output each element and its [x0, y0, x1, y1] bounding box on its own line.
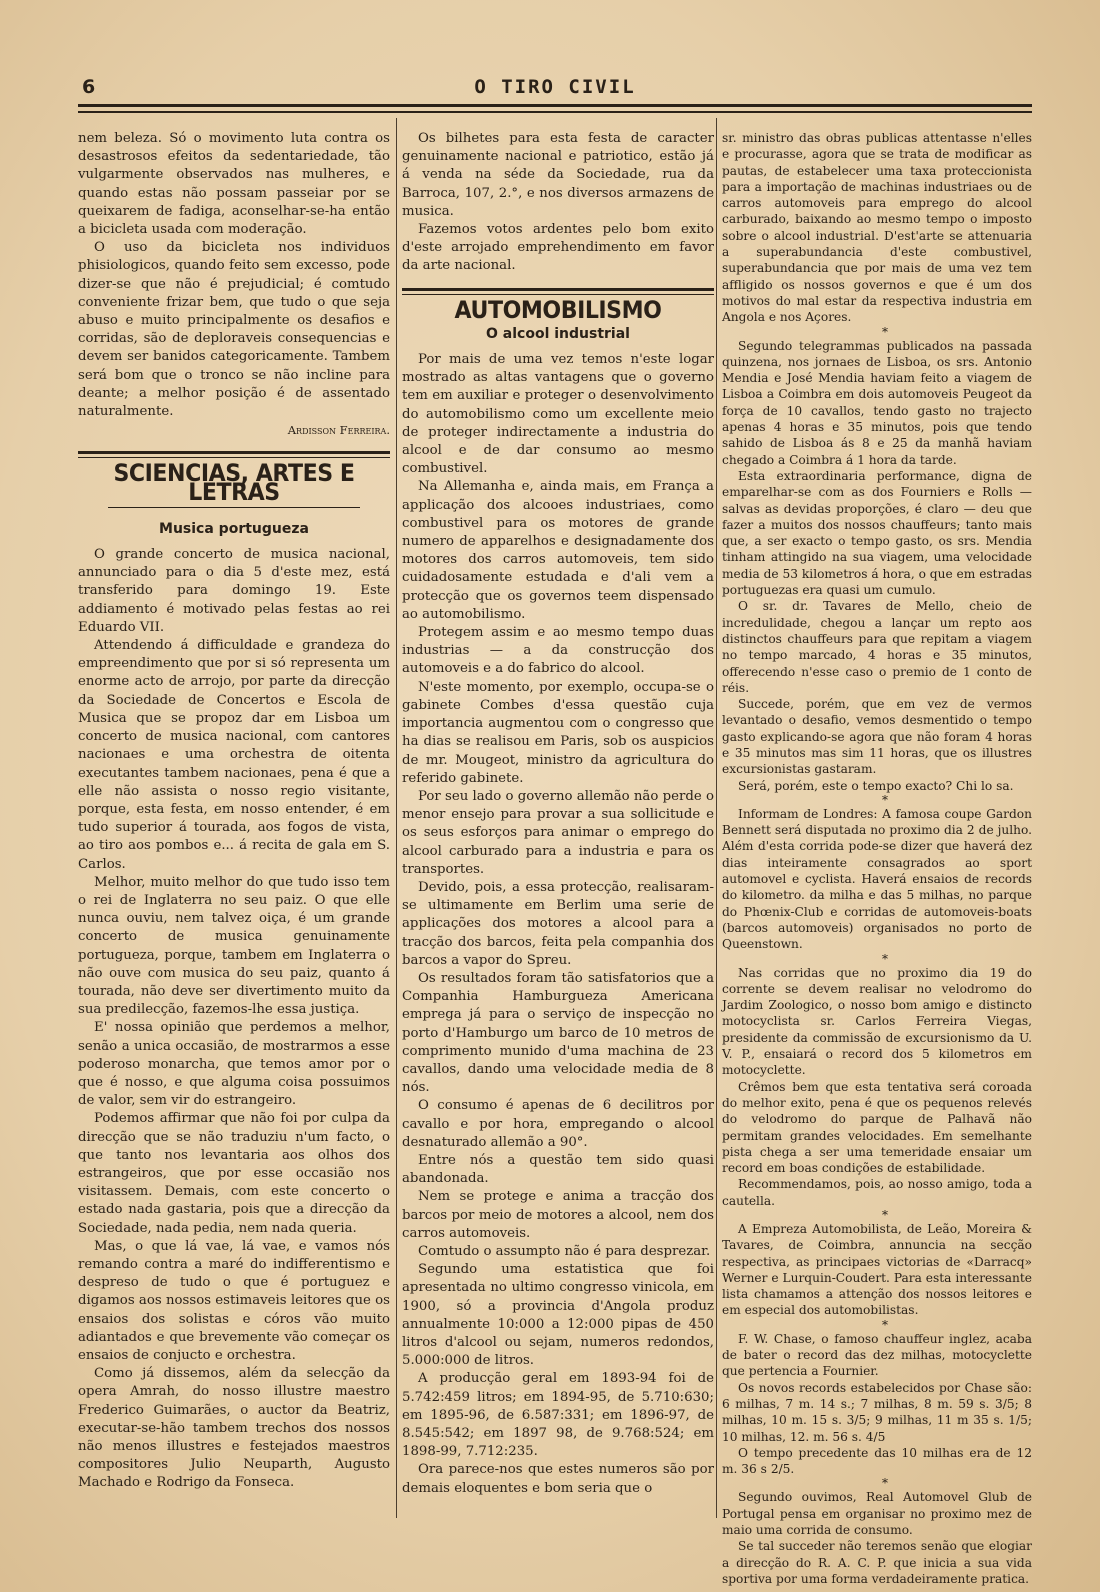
page-number: 6 [82, 76, 96, 98]
section-title: SCIENCIAS, ARTES E LETRAS [113, 459, 355, 506]
paragraph: Como já dissemos, além da selecção da opera Amrah, do nosso illustre maestro Frederico Guimarães, o auctor da Beatriz, executar-se-hão tambem trechos dos nossos não menos illustres e festejados maestros compositores Julio Neuparth, Augusto Machado e Rodrigo da Fonseca. [78, 1366, 390, 1491]
paragraph: Por seu lado o governo allemão não perde o menor ensejo para provar a sua sollicitude e os seus esforços para animar o emprego do alcool carburado para a industria e para os transportes. [402, 788, 714, 877]
article-title: O alcool industrial [486, 325, 630, 342]
paragraph: Segundo ouvimos, Real Automovel Glub de Portugal pensa em organisar no proximo mez de maio uma corrida de consumo. [722, 1490, 1032, 1538]
paragraph: Devido, pois, a essa protecção, realisaram-se ultimamente em Berlim uma serie de applicações dos motores a alcool para a tracção dos barcos, feita pela companhia dos barcos a vapor do Spreu. [402, 879, 714, 968]
paragraph: Por mais de uma vez temos n'este logar mostrado as altas vantagens que o governo tem em auxiliar e proteger o desenvolvimento do automobilismo como um excellente meio de proteger indirectamente a industria do alcool e de dar consumo ao mesmo combustivel. [402, 352, 714, 477]
paragraph: O consumo é apenas de 6 decilitros por cavallo e por hora, empregando o alcool desnaturado allemão a 90°. [402, 1098, 714, 1150]
column-3 [722, 130, 1032, 1587]
section-rule [402, 288, 714, 295]
paragraph: A producção geral em 1893-94 foi de 5.742:459 litros; em 1894-95, de 5.710:630; em 1895-96, de 6.587:331; em 1896-97, de 8.545:542; em 1897 98, de 9.768:524; em 1898-99, 7.712:235. [402, 1371, 714, 1460]
section-title: AUTOMOBILISMO [454, 295, 662, 324]
title-rule [108, 507, 360, 508]
paragraph: Nas corridas que no proximo dia 19 do corrente se devem realisar no velodromo do Jardim Zoologico, o nosso bom amigo e distincto motocyclista sr. Carlos Ferreira Viegas, presidente da commissão de excursionismo da U. V. P., ensaiará o record dos 5 kilometros em motocyclette. [722, 965, 1032, 1078]
separator-asterisk: * [882, 1317, 888, 1332]
paragraph: nem beleza. Só o movimento luta contra os desastrosos efeitos da sedentariedade, tão vulgarmente observados nas mulheres, e quando estas não possam passeiar por se queixarem de fadiga, aconselhar-se-ha então a bicicleta usada com moderação. [78, 131, 390, 238]
paragraph: E' nossa opinião que perdemos a melhor, senão a unica occasião, de mostrarmos a esse poderoso monarcha, que temos amor por o que é nosso, e que alguma coisa possuimos de valor, sem vir do estrangeiro. [78, 1020, 390, 1109]
paragraph: Informam de Londres: A famosa coupe Gardon Bennett será disputada no proximo dia 2 de julho. Além d'esta corrida pode-se dizer que haverá dez dias inteiramente consagrados ao sport automovel e cyclista. Haverá ensaios de records do kilometro. da milha e das 5 milhas, no parque do Phœnix-Club e corridas de automoveis-boats (barcos automoveis) organisados no porto de Queenstown. [722, 806, 1032, 952]
paragraph: Será, porém, este o tempo exacto? Chi lo sa. [738, 778, 1014, 793]
section-rule [78, 451, 390, 458]
paragraph: O uso da bicicleta nos individuos phisiologicos, quando feito sem excesso, pode dizer-se que não é prejudicial; é comtudo conveniente frizar bem, que tudo o que seja abuso e muito principalmente os desafios e corridas, são de deploraveis consequencias e devem ser banidos categoricamente. Tambem será bom que o tronco se não incline para deante; a melhor posição é de assentado naturalmente. [78, 240, 390, 420]
paragraph: Melhor, muito melhor do que tudo isso tem o rei de Inglaterra no seu paiz. O que elle nunca ouviu, nem talvez oiça, é um grande concerto de musica genuinamente portugueza, porque, tambem em Inglaterra o não ouve com musica do seu paiz, quanto á tourada, não deve ser divertimento muito da sua predilecção, fazemos-lhe essa justiça. [78, 874, 390, 1018]
paragraph: Os bilhetes para esta festa de caracter genuinamente nacional e patriotico, estão já á venda na séde da Sociedade, rua da Barroca, 107, 2.°, e nos diversos armazens de musica. [402, 131, 714, 219]
paragraph: Recommendamos, pois, ao nosso amigo, toda a cautella. [722, 1177, 1032, 1208]
paragraph: Succede, porém, que em vez de vermos levantado o desafio, vemos desmentido o tempo gasto explicando-se agora que não foram 4 horas e 35 minutos mas sim 11 horas, que os illustres excursionistas gastaram. [722, 697, 1032, 777]
paragraph: Esta extraordinaria performance, digna de emparelhar-se com as dos Fourniers e Rolls — salvas as devidas proporções, é claro — deu que fazer a muitos dos nossos chauffeurs; tanto mais que, a ser exacto o tempo gasto, os srs. Mendia tinham attingido na sua viagem, uma velocidade media de 53 kilometros á hora, o que em estradas portuguezas era quasi um cumulo. [722, 468, 1032, 598]
paragraph: sr. ministro das obras publicas attentasse n'elles e procurasse, agora que se trata de modificar as pautas, de estabelecer uma taxa proteccionista para a importação de machinas industriaes ou de carros automoveis para emprego do alcool carburado, baixando ao mesmo tempo o imposto sobre o alcool industrial. D'est'arte se attenuaria a superabundancia d'este combustivel, superabundancia que por mais de uma vez tem affligido os nossos governos e que é um dos motivos do mal estar da respectiva industria em Angola e nos Açores. [722, 131, 1032, 325]
separator-asterisk: * [882, 792, 888, 807]
separator-asterisk: * [882, 324, 888, 339]
paragraph: Ora parece-nos que estes numeros são por demais eloquentes e bom seria que o [402, 1462, 714, 1496]
journal-title: O TIRO CIVIL [474, 76, 636, 98]
paragraph: Se tal succeder não teremos senão que elogiar a direcção do R. A. C. P. que inicia a sua vida sportiva por uma forma verdadeiramente pratica. [722, 1539, 1032, 1586]
column-1 [78, 130, 390, 1493]
paragraph: Comtudo o assumpto não é para desprezar. [418, 1243, 711, 1259]
paragraph: Os resultados foram tão satisfatorios que a Companhia Hamburgueza Americana emprega já para o serviço de inspecção no porto d'Hamburgo um barco de 10 metros de comprimento munido d'uma machina de 23 cavallos, dando uma velocidade media de 8 nós. [402, 970, 714, 1096]
paragraph: Na Allemanha e, ainda mais, em França a applicação dos alcooes industriaes, como combustivel para os motores de grande numero de apparelhos e designadamente dos motores dos carros automoveis, tem sido cuidadosamente estudada e d'ali vem a protecção que os governos teem dispensado ao automobilismo. [402, 479, 714, 622]
paragraph: N'este momento, por exemplo, occupa-se o gabinete Combes d'essa questão cuja importancia augmentou com o congresso que ha dias se realisou em Paris, sob os auspicios de mr. Mougeot, ministro da agricultura do referido gabinete. [402, 679, 714, 786]
separator-asterisk: * [882, 1208, 888, 1222]
paragraph: O sr. dr. Tavares de Mello, cheio de incredulidade, chegou a lançar um repto aos distinctos chauffeurs para que repitam a viagem no tempo marcado, 4 horas e 35 minutos, offerecendo n'esse caso o premio de 1 conto de réis. [722, 599, 1032, 695]
paragraph: Nem se protege e anima a tracção dos barcos por meio de motores a alcool, nem dos carros automoveis. [402, 1189, 714, 1241]
paragraph: Fazemos votos ardentes pelo bom exito d'este arrojado emprehendimento em favor da arte nacional. [402, 222, 714, 274]
article-title: Musica portugueza [159, 520, 309, 537]
paragraph: F. W. Chase, o famoso chauffeur inglez, acaba de bater o record das dez milhas, motocyclette que pertencia a Fournier. [722, 1331, 1032, 1379]
paragraph: Crêmos bem que esta tentativa será coroada do melhor exito, pena é que os pequenos relevés do velodromo do parque de Palhavã não permitam grandes velocidades. Em semelhante pista chega a ser uma temeridade ensaiar um record em boas condições de estabilidade. [722, 1079, 1032, 1176]
column-divider [716, 118, 717, 1518]
separator-asterisk: * [882, 1476, 888, 1491]
paragraph: Segundo telegrammas publicados na passada quinzena, nos jornaes de Lisboa, os srs. Antonio Mendia e José Mendia haviam feito a viagem de Lisboa a Coimbra em dois automoveis Peugeot da força de 10 cavallos, tendo gasto no trajecto apenas 4 horas e 35 minutos, pois que tendo sahido de Lisboa ás 8 e 25 da manhã haviam chegado a Coimbra á 1 hora da tarde. [722, 338, 1032, 467]
paragraph: Attendendo á difficuldade e grandeza do empreendimento que por si só representa um enorme acto de arrojo, por parte da direcção da Sociedade de Concertos e Escola de Musica que se propoz dar em Lisboa um concerto de musica nacional, com cantores nacionaes e uma orchestra de oitenta executantes tambem nacionaes, pena é que a elle não assista o nosso regio visitante, porque, esta festa, em nosso entender, é em tudo superior á tourada, aos fogos de vista, ao tiro aos pombos e... á recita de gala em S. Carlos. [78, 638, 390, 872]
header-rule [78, 104, 1032, 113]
column-2 [402, 130, 714, 1498]
column-divider [396, 118, 397, 1518]
page-header [78, 76, 1032, 100]
paragraph: Segundo uma estatistica que foi apresentada no ultimo congresso vinicola, em 1900, só a provincia d'Angola produz annualmente 10:000 a 12:000 pipas de 450 litros d'alcool ou sejam, numeros redondos, 5.000:000 de litros. [402, 1262, 714, 1369]
paragraph: Mas, o que lá vae, lá vae, e vamos nós remando contra a maré do indifferentismo e despreso de tudo o que é portuguez e digamos aos nossos estimaveis leitores que os ensaios dos solistas e córos vão muito adiantados e que brevemente vão começar os ensaios de conjucto e orchestra. [78, 1238, 390, 1363]
paragraph: Podemos affirmar que não foi por culpa da direcção que se não traduziu n'um facto, o que tanto nos levantaria aos olhos dos estrangeiros, que por esse occasião nos visitassem. Demais, com este concerto o estado nada gastaria, pois que a direcção da Sociedade, nada pedia, nem nada queria. [78, 1111, 390, 1236]
paragraph: Os novos records estabelecidos por Chase são: 6 milhas, 7 m. 14 s.; 7 milhas, 8 m. 59 s. 3/5; 8 milhas, 10 m. 15 s. 3/5; 9 milhas, 11 m 35 s. 1/5; 10 milhas, 12. m. 56 s. 4/5 [722, 1380, 1032, 1444]
article-signature: Ardisson Ferreira. [287, 423, 390, 438]
paragraph: A Empreza Automobilista, de Leão, Moreira & Tavares, de Coimbra, annuncia na secção respectiva, as principaes victorias de «Darracq» Werner e Lurquin-Coudert. Para esta interessante lista chamamos a attenção dos nossos leitores e em especial dos automobilistas. [722, 1222, 1032, 1318]
paragraph: Entre nós a questão tem sido quasi abandonada. [402, 1152, 714, 1187]
paragraph: Protegem assim e ao mesmo tempo duas industrias — a da construcção dos automoveis e a do fabrico do alcool. [402, 625, 714, 677]
paragraph: O tempo precedente das 10 milhas era de 12 m. 36 s 2/5. [722, 1445, 1032, 1477]
separator-asterisk: * [882, 951, 888, 966]
paragraph: O grande concerto de musica nacional, annunciado para o dia 5 d'este mez, está transferido para domingo 19. Este addiamento é motivado pelas festas ao rei Eduardo VII. [78, 547, 390, 635]
